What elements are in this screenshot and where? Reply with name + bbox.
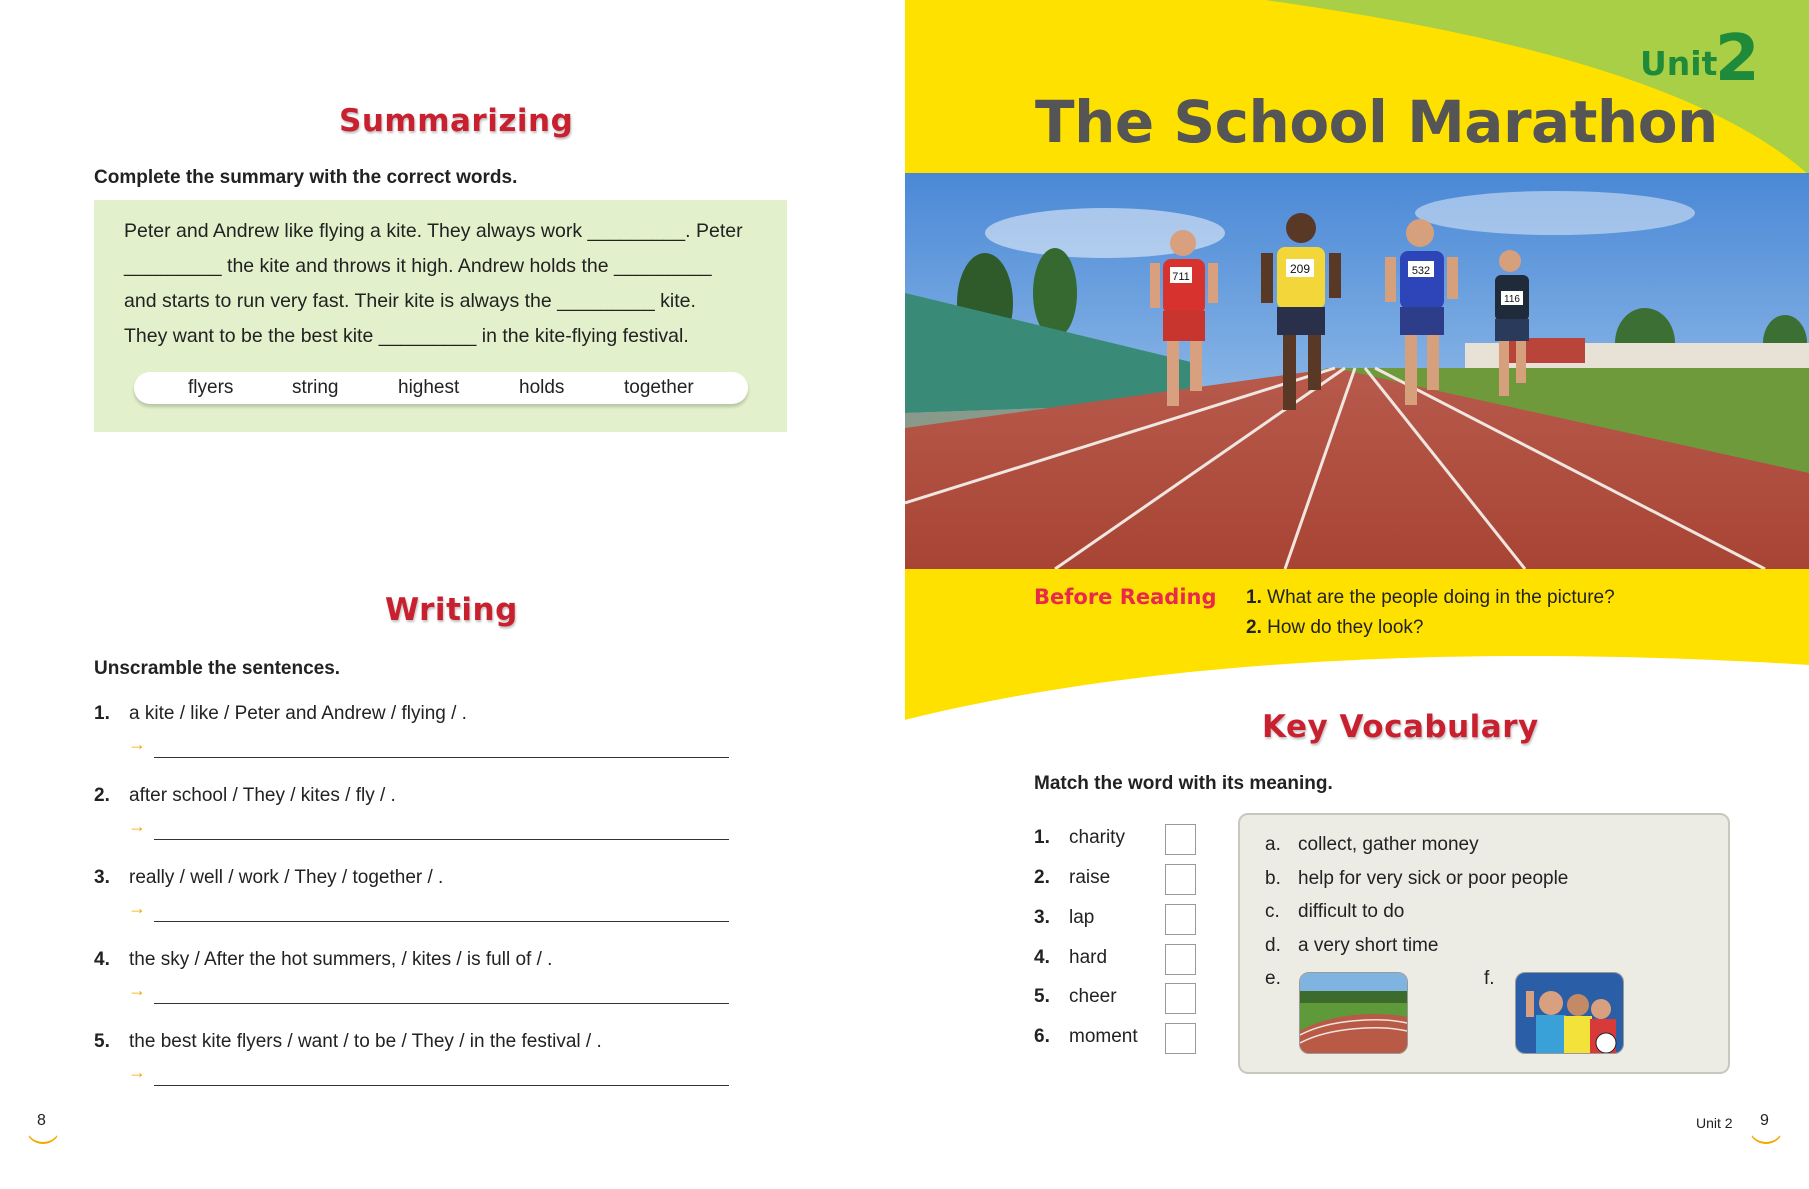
bib-number: 209 (1289, 262, 1311, 276)
summarizing-instruction: Complete the summary with the correct words. (94, 167, 518, 188)
question-text: What are the people doing in the picture? (1267, 587, 1615, 608)
vocab-number: 3. (1034, 907, 1050, 928)
before-reading-title: Before Reading (1034, 585, 1217, 609)
question-number: 1. (1246, 587, 1262, 608)
vocab-term: raise (1069, 867, 1111, 888)
item-number: 4. (94, 949, 110, 970)
scrambled-sentence: after school / They / kites / fly / . (129, 785, 396, 806)
question-number: 2. (1246, 617, 1262, 638)
summarizing-title: Summarizing (339, 103, 574, 139)
definition-text: help for very sick or poor people (1298, 868, 1569, 889)
vocab-number: 4. (1034, 947, 1050, 968)
answer-line[interactable] (154, 1003, 729, 1004)
definition-letter: a. (1265, 834, 1281, 855)
word-bank-item: holds (519, 377, 565, 398)
answer-line[interactable] (154, 839, 729, 840)
word-bank-item: string (292, 377, 339, 398)
question-text: How do they look? (1267, 617, 1424, 638)
answer-box[interactable] (1165, 824, 1196, 855)
scrambled-sentence: the sky / After the hot summers, / kites / is full of / . (129, 949, 553, 970)
summary-box (94, 200, 787, 432)
word-bank-item: flyers (188, 377, 234, 398)
writing-item (94, 867, 734, 939)
arrow-icon: → (128, 734, 146, 754)
runners-photo (905, 173, 1809, 569)
definition-letter: d. (1265, 935, 1281, 956)
answer-box[interactable] (1165, 1023, 1196, 1054)
definitions-panel (1238, 813, 1730, 1074)
scrambled-sentence: really / well / work / They / together / . (129, 867, 444, 888)
before-reading-question (1246, 617, 1423, 639)
answer-box[interactable] (1165, 983, 1196, 1014)
summary-line: They want to be the best kite _________ in the kite-flying festival. (124, 325, 689, 347)
key-vocabulary-instruction: Match the word with its meaning. (1034, 773, 1333, 794)
arrow-icon: → (128, 816, 146, 836)
page-number: 8 (37, 1112, 46, 1129)
writing-title: Writing (385, 592, 518, 628)
before-reading-question (1246, 587, 1615, 609)
track-thumbnail (1299, 972, 1408, 1054)
key-vocabulary-title: Key Vocabulary (1262, 709, 1539, 745)
scrambled-sentence: a kite / like / Peter and Andrew / flying / . (129, 703, 467, 724)
answer-line[interactable] (154, 921, 729, 922)
bib-number: 116 (1504, 294, 1520, 305)
unit-number: 2 (1715, 22, 1760, 96)
arrow-icon: → (128, 1062, 146, 1082)
answer-line[interactable] (154, 757, 729, 758)
writing-item (94, 949, 734, 1021)
definition-text: a very short time (1298, 935, 1439, 956)
vocab-term: lap (1069, 907, 1095, 928)
vocab-number: 5. (1034, 986, 1050, 1007)
vocab-number: 1. (1034, 827, 1050, 848)
unit-title: The School Marathon (1035, 88, 1718, 156)
answer-line[interactable] (154, 1085, 729, 1086)
vocab-term: cheer (1069, 986, 1117, 1007)
footer-unit-label: Unit 2 (1696, 1115, 1733, 1131)
answer-box[interactable] (1165, 864, 1196, 895)
definition-letter: b. (1265, 868, 1281, 889)
summary-line: and starts to run very fast. Their kite is always the _________ kite. (124, 290, 696, 312)
word-bank-item: highest (398, 377, 460, 398)
item-number: 2. (94, 785, 110, 806)
summary-line: Peter and Andrew like flying a kite. They always work _________. Peter (124, 220, 743, 242)
cheering-fans-thumbnail (1515, 972, 1624, 1054)
word-bank-item: together (624, 377, 694, 398)
vocab-term: hard (1069, 947, 1108, 968)
definition-letter: f. (1484, 968, 1495, 989)
writing-item (94, 785, 734, 857)
definition-letter: e. (1265, 968, 1281, 989)
answer-box[interactable] (1165, 904, 1196, 935)
writing-item (94, 1031, 734, 1103)
vocab-number: 6. (1034, 1026, 1050, 1047)
scrambled-sentence: the best kite flyers / want / to be / They / in the festival / . (129, 1031, 602, 1052)
definition-letter: c. (1265, 901, 1280, 922)
bib-number: 532 (1411, 265, 1431, 277)
page-number: 9 (1760, 1112, 1769, 1129)
bib-number: 711 (1172, 271, 1190, 283)
item-number: 1. (94, 703, 110, 724)
summary-text (124, 214, 764, 354)
summary-line: _________ the kite and throws it high. Andrew holds the _________ (124, 255, 712, 277)
arrow-icon: → (128, 980, 146, 1000)
vocab-term: moment (1069, 1026, 1138, 1047)
word-bank (134, 372, 748, 404)
item-number: 3. (94, 867, 110, 888)
definition-text: collect, gather money (1298, 834, 1479, 855)
item-number: 5. (94, 1031, 110, 1052)
writing-item (94, 703, 734, 775)
definition-text: difficult to do (1298, 901, 1405, 922)
vocab-term: charity (1069, 827, 1125, 848)
answer-box[interactable] (1165, 944, 1196, 975)
arrow-icon: → (128, 898, 146, 918)
unit-label: Unit (1640, 44, 1718, 83)
writing-instruction: Unscramble the sentences. (94, 658, 341, 679)
vocab-number: 2. (1034, 867, 1050, 888)
